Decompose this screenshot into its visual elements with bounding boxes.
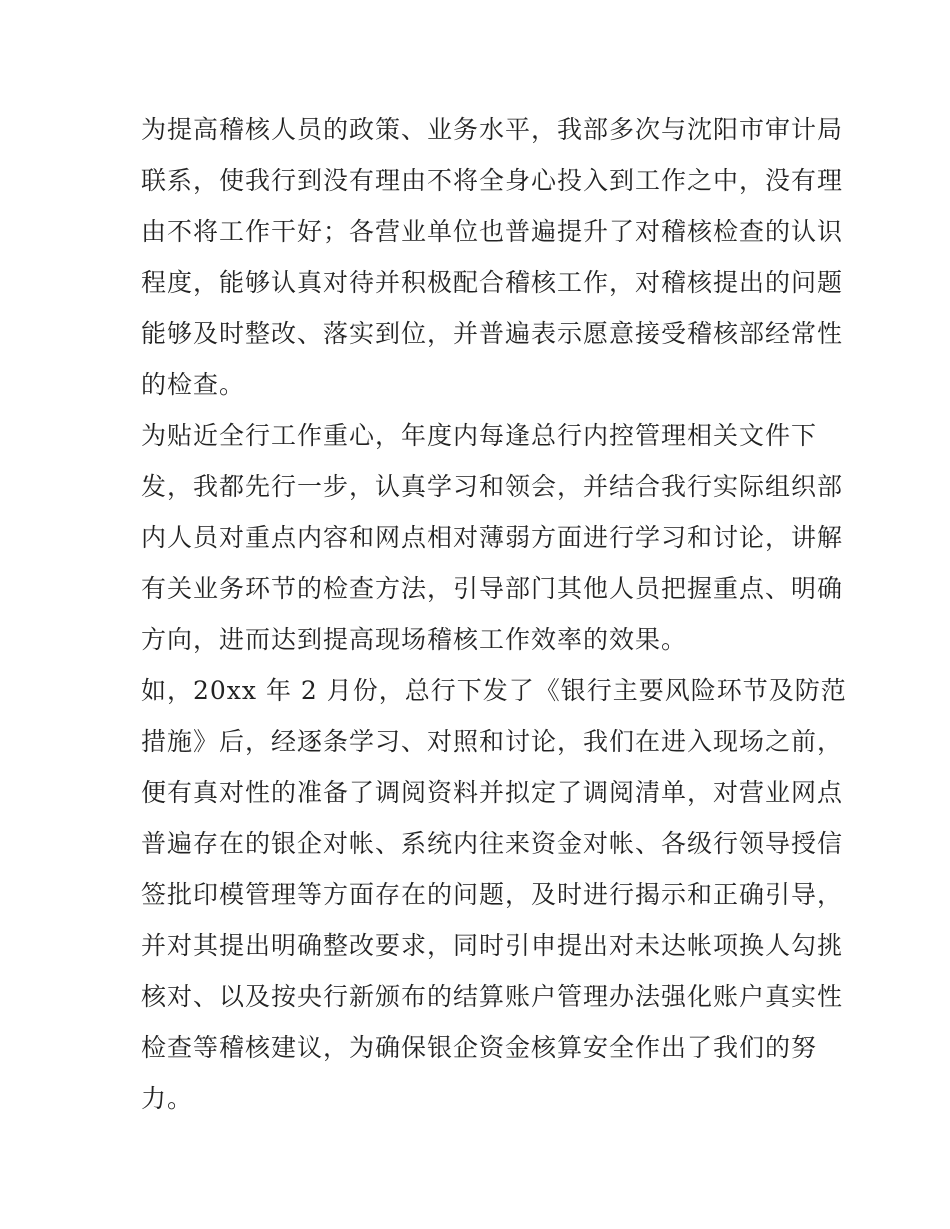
text-line: 程度，能够认真对待并积极配合稽核工作，对稽核提出的问题 bbox=[141, 268, 844, 297]
text-line: 发，我都先行一步，认真学习和领会，并结合我行实际组织部 bbox=[141, 472, 844, 501]
text-line: 措施》后，经逐条学习、对照和讨论，我们在进入现场之前， bbox=[141, 727, 844, 756]
text-line: 检查等稽核建议，为确保银企资金核算安全作出了我们的努 bbox=[141, 1033, 818, 1062]
text-line: 由不将工作干好；各营业单位也普遍提升了对稽核检查的认识 bbox=[141, 217, 844, 246]
document-body bbox=[141, 104, 847, 1124]
text-line: 签批印模管理等方面存在的问题，及时进行揭示和正确引导， bbox=[141, 880, 844, 909]
text-line: 便有真对性的准备了调阅资料并拟定了调阅清单，对营业网点 bbox=[141, 778, 844, 807]
text-line: 为贴近全行工作重心，年度内每逢总行内控管理相关文件下 bbox=[141, 421, 818, 450]
text-line: 力。 bbox=[141, 1084, 194, 1113]
text-line: 为提高稽核人员的政策、业务水平，我部多次与沈阳市审计局 bbox=[141, 115, 844, 144]
text-line: 联系，使我行到没有理由不将全身心投入到工作之中，没有理 bbox=[141, 166, 844, 195]
text-line: 方向，进而达到提高现场稽核工作效率的效果。 bbox=[141, 625, 688, 654]
text-line: 普遍存在的银企对帐、系统内往来资金对帐、各级行领导授信 bbox=[141, 829, 844, 858]
text-line: 的检查。 bbox=[141, 370, 246, 399]
text-line: 如，20xx 年 2 月份，总行下发了《银行主要风险环节及防范 bbox=[141, 676, 847, 705]
text-line: 核对、以及按央行新颁布的结算账户管理办法强化账户真实性 bbox=[141, 982, 844, 1011]
text-line: 有关业务环节的检查方法，引导部门其他人员把握重点、明确 bbox=[141, 574, 844, 603]
text-line: 并对其提出明确整改要求，同时引申提出对未达帐项换人勾挑 bbox=[141, 931, 844, 960]
text-line: 内人员对重点内容和网点相对薄弱方面进行学习和讨论，讲解 bbox=[141, 523, 844, 552]
text-line: 能够及时整改、落实到位，并普遍表示愿意接受稽核部经常性 bbox=[141, 319, 844, 348]
